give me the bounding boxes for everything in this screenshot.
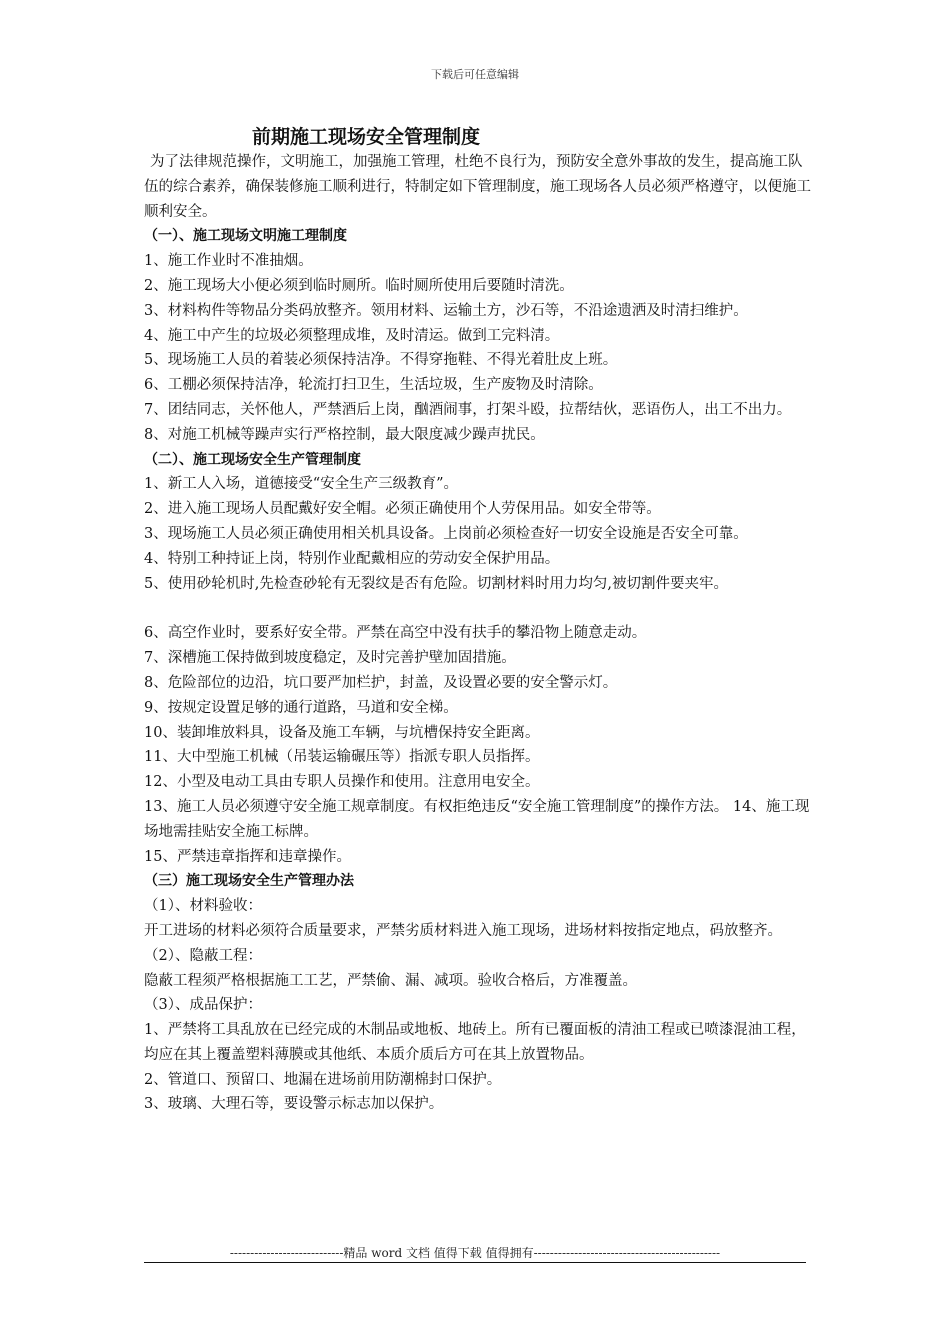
list-item: 1、严禁将工具乱放在已经完成的木制品或地板、地砖上。所有已覆面板的清油工程或已喷漆混油工程，均应在其上覆盖塑料薄膜或其他纸、本质介质后方可在其上放置物品。 — [144, 1022, 806, 1063]
intro-paragraph: 为了法律规范操作，文明施工，加强施工管理，杜绝不良行为，预防安全意外事故的发生，提高施工队伍的综合素养，确保装修施工顺利进行，特制定如下管理制度，施工现场各人员必须严格遵守，以便施工顺利安全。 — [144, 154, 811, 220]
list-item: 隐蔽工程须严格根据施工工艺，严禁偷、漏、减项。验收合格后，方准覆盖。 — [144, 972, 637, 989]
list-item: （2）、隐蔽工程： — [144, 947, 262, 964]
list-item: 1、新工人入场，道德接受“安全生产三级教育”。 — [144, 476, 459, 493]
list-item: （3）、成品保护： — [144, 997, 262, 1014]
list-item: 4、特别工种持证上岗，特别作业配戴相应的劳动安全保护用品。 — [144, 550, 560, 567]
list-item: 2、施工现场大小便必须到临时厕所。临时厕所使用后要随时清洗。 — [144, 277, 574, 294]
list-item: 2、管道口、预留口、地漏在进场前用防潮棉封口保护。 — [144, 1071, 502, 1088]
list-item: （1）、材料验收： — [144, 898, 262, 915]
list-item: 5、使用砂轮机时,先检查砂轮有无裂纹是否有危险。切割材料时用力均匀,被切割件要夹牢。 — [144, 575, 728, 592]
blank-line — [144, 596, 814, 621]
document-body — [144, 150, 814, 1117]
list-item: 4、施工中产生的垃圾必须整理成堆，及时清运。做到工完料清。 — [144, 327, 560, 344]
list-item: 3、玻璃、大理石等，要设警示标志加以保护。 — [144, 1096, 444, 1113]
list-item: 10、装卸堆放料具，设备及施工车辆，与坑槽保持安全距离。 — [144, 724, 540, 741]
section-heading: （一）、施工现场文明施工理制度 — [144, 228, 347, 245]
list-item: 8、对施工机械等躁声实行严格控制，最大限度减少躁声扰民。 — [144, 426, 545, 443]
section-heading: （三）施工现场安全生产管理办法 — [144, 873, 354, 890]
list-item: 6、高空作业时，要系好安全带。严禁在高空中没有扶手的攀沿物上随意走动。 — [144, 625, 647, 642]
list-item: 9、按规定设置足够的通行道路，马道和安全梯。 — [144, 699, 458, 716]
list-item: 12、小型及电动工具由专职人员操作和使用。注意用电安全。 — [144, 774, 540, 791]
footer-rule — [144, 1262, 806, 1263]
list-item: 7、深槽施工保持做到坡度稳定，及时完善护壁加固措施。 — [144, 650, 516, 667]
list-item: 3、材料构件等物品分类码放整齐。领用材料、运输土方，沙石等，不沿途遗洒及时清扫维护。 — [144, 302, 748, 319]
list-item: 开工进场的材料必须符合质量要求，严禁劣质材料进入施工现场，进场材料按指定地点，码放整齐。 — [144, 922, 782, 939]
list-item: 2、进入施工现场人员配戴好安全帽。必须正确使用个人劳保用品。如安全带等。 — [144, 501, 661, 518]
list-item: 11、大中型施工机械（吊装运输碾压等）指派专职人员指挥。 — [144, 749, 540, 766]
list-item: 13、施工人员必须遵守安全施工规章制度。有权拒绝违反“安全施工管理制度”的操作方法。 14、施工现场地需挂贴安全施工标牌。 — [144, 798, 810, 840]
document-title: 前期施工现场安全管理制度 — [252, 126, 481, 148]
list-item: 8、危险部位的边沿，坑口要严加栏护，封盖，及设置必要的安全警示灯。 — [144, 674, 618, 691]
section-heading: （二）、施工现场安全生产管理制度 — [144, 451, 361, 468]
list-item: 15、严禁违章指挥和违章操作。 — [144, 848, 351, 865]
footer-note: ----------------------------精品 word 文档 值得下载 值得拥有---------------------------------------------- — [229, 1246, 721, 1260]
list-item: 1、施工作业时不准抽烟。 — [144, 253, 313, 270]
list-item: 6、工棚必须保持洁净，轮流打扫卫生，生活垃圾，生产废物及时清除。 — [144, 377, 603, 394]
list-item: 7、团结同志，关怀他人，严禁酒后上岗，酗酒闹事，打架斗殴，拉帮结伙，恶语伤人，出工不出力。 — [144, 401, 792, 418]
list-item: 3、现场施工人员必须正确使用相关机具设备。上岗前必须检查好一切安全设施是否安全可靠。 — [144, 525, 748, 542]
sections-container — [144, 224, 814, 1117]
list-item: 5、现场施工人员的着装必须保持洁净。不得穿拖鞋、不得光着肚皮上班。 — [144, 352, 618, 369]
header-note: 下载后可任意编辑 — [431, 68, 519, 81]
